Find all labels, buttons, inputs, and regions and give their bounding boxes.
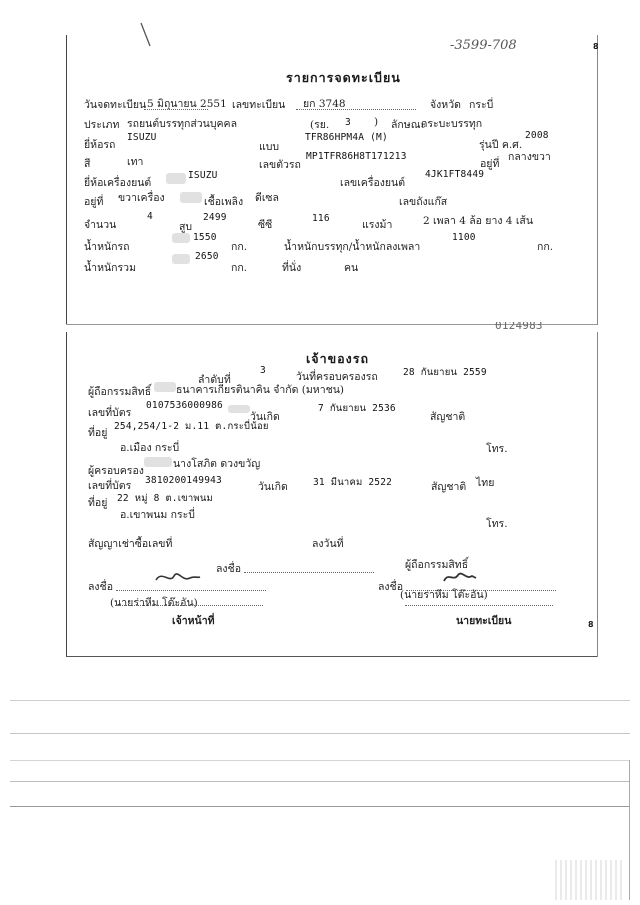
holder-tel-label: โทร.: [486, 443, 508, 455]
occupant-tel-label: โทร.: [486, 518, 508, 530]
year-label: รุ่นปี ค.ศ.: [479, 139, 523, 151]
feature: กระบะบรรทุก: [421, 118, 483, 130]
occupant-id-label: เลขที่บัตร: [88, 480, 132, 492]
load-weight: 1100: [452, 232, 476, 243]
province-label: จังหวัด: [430, 99, 461, 111]
fuel-label: เชื้อเพลิง: [204, 196, 244, 208]
cylinders: 4: [147, 211, 153, 222]
frame-right-lower: [597, 332, 598, 657]
load-unit: กก.: [537, 241, 554, 253]
cc-label: ซีซี: [258, 219, 273, 231]
occupant-id: 3810200149943: [145, 475, 222, 486]
reg-date: 5 มิถุนายน 2551: [147, 98, 227, 110]
page-number-bottom: 8: [588, 620, 594, 629]
scan-line: [10, 733, 630, 734]
vehicle-type: รถยนต์บรรทุกส่วนบุคคล: [127, 118, 237, 130]
pen-mark: [138, 20, 158, 50]
chassis-location-label: อยู่ที่: [480, 158, 500, 170]
sequence-label: ลำดับที่: [198, 374, 231, 386]
scan-line: [10, 760, 630, 761]
chassis-label: เลขตัวรถ: [259, 159, 301, 171]
contract-date-label: ลงวันที่: [312, 538, 344, 550]
weight: 1550: [193, 232, 217, 243]
brand: ISUZU: [127, 132, 157, 143]
scan-line: [10, 806, 630, 807]
holder-address-line2: อ.เมือง กระบี่: [120, 442, 180, 454]
holder-address-label: ที่อยู่: [88, 427, 108, 439]
occupant-address-label: ที่อยู่: [88, 497, 108, 509]
brand-label: ยี่ห้อรถ: [84, 139, 116, 151]
gas-tank-label: เลขถังแก๊ส: [399, 196, 448, 208]
seats-unit: คน: [344, 262, 359, 274]
contract-label: สัญญาเช่าซื้อเลขที่: [88, 538, 173, 550]
engine-number: 4JK1FT8449: [425, 169, 485, 180]
load-label: น้ำหนักบรรทุก/น้ำหนักลงเพลา: [284, 241, 421, 253]
frame-left-upper: [66, 35, 67, 325]
possession-date-label: วันที่ครอบครองรถ: [296, 371, 378, 383]
engine-brand: ISUZU: [188, 170, 218, 181]
class-value: 3: [345, 117, 351, 128]
sign-holder-label: ผู้ถือกรรมสิทธิ์: [405, 559, 469, 571]
sequence: 3: [260, 365, 266, 376]
occupant-nationality: ไทย: [476, 477, 495, 489]
engine-location: ขวาเครื่อง: [118, 192, 165, 204]
occupant-dob-label: วันเกิด: [258, 481, 288, 493]
sign-label-top: ลงชื่อ: [216, 563, 241, 575]
engine-number-label: เลขเครื่องยนต์: [340, 177, 406, 189]
color-label: สี: [84, 158, 91, 170]
officer-name: (นายร่าหีม โต๊ะอัน): [110, 597, 198, 609]
reg-date-label: วันจดทะเบียน: [84, 99, 147, 111]
weight-unit: กก.: [231, 241, 248, 253]
signature-left: [152, 566, 202, 588]
chassis-number: MP1TFR86H8T171213: [306, 151, 407, 162]
possession-date: 28 กันยายน 2559: [403, 367, 487, 378]
weight-label: น้ำหนักรถ: [84, 241, 130, 253]
holder-nationality-label: สัญชาติ: [430, 411, 466, 423]
total-weight-label: น้ำหนักรวม: [84, 262, 136, 274]
model-year: 2008: [525, 130, 549, 141]
sign-right-label: ลงชื่อ: [378, 581, 403, 593]
frame-bottom: [66, 656, 597, 657]
signature-right: [440, 566, 480, 588]
occupant-nationality-label: สัญชาติ: [431, 481, 467, 493]
displacement: 2499: [203, 212, 227, 223]
seats-label: ที่นั่ง: [282, 262, 302, 274]
count-label: จำนวน: [84, 219, 117, 231]
frame-right-upper: [597, 35, 598, 325]
holder-id: 0107536000986: [146, 400, 223, 411]
holder-label: ผู้ถือกรรมสิทธิ์: [88, 386, 152, 398]
plate-number: ยก 3748: [303, 98, 346, 110]
cylinders-label: สูบ: [179, 221, 193, 233]
officer-role: เจ้าหน้าที่: [172, 615, 215, 627]
holder-dob: 7 กันยายน 2536: [318, 403, 396, 414]
scan-edge: [629, 760, 630, 900]
type-label: ประเภท: [84, 119, 120, 131]
handwritten-number: -3599-708: [450, 38, 517, 53]
occupant-dob: 31 มีนาคม 2522: [313, 477, 393, 488]
chassis-location: กลางขวา: [508, 151, 551, 163]
page-number-top: 8: [593, 42, 599, 51]
registration-title: รายการจดทะเบียน: [286, 70, 401, 85]
fuel: ดีเซล: [255, 192, 279, 204]
model: TFR86HPM4A (M): [305, 132, 388, 143]
holder-name: ธนาคารเกียรตินาคิน จำกัด (มหาชน): [176, 384, 345, 396]
registrar-role: นายทะเบียน: [456, 615, 512, 627]
owner-title: เจ้าของรถ: [306, 351, 370, 366]
model-label: แบบ: [259, 141, 280, 153]
horsepower-label: แรงม้า: [362, 219, 393, 231]
registrar-name: (นายร่าหีม โต๊ะอัน): [400, 589, 488, 601]
color: เทา: [127, 156, 144, 168]
feature-label: ลักษณะ: [391, 119, 427, 131]
engine-location-label: อยู่ที่: [84, 196, 104, 208]
holder-address-line1: 254,254/1-2 ม.11 ต.กระบี่น้อย: [114, 421, 269, 432]
holder-dob-label: วันเกิด: [250, 411, 280, 423]
frame-left-lower: [66, 332, 67, 657]
occupant-address-line2: อ.เขาพนม กระบี่: [120, 509, 195, 521]
province: กระบี่: [469, 99, 494, 111]
stamp-number: 0124983: [495, 322, 543, 330]
engine-brand-label: ยี่ห้อเครื่องยนต์: [84, 177, 152, 189]
scan-line: [10, 700, 630, 701]
scan-noise: [555, 860, 625, 900]
total-weight: 2650: [195, 251, 219, 262]
sign-left-label: ลงชื่อ: [88, 581, 113, 593]
class-label: (รย.: [310, 119, 330, 131]
occupant-label: ผู้ครอบครอง: [88, 465, 144, 477]
horsepower: 116: [312, 213, 330, 224]
plate-label: เลขทะเบียน: [232, 99, 286, 111]
scan-line: [10, 781, 630, 782]
class-close: ): [374, 116, 379, 128]
total-weight-unit: กก.: [231, 262, 248, 274]
occupant-name: นางโสภิต ดวงขวัญ: [173, 458, 261, 470]
occupant-address-line1: 22 หมู่ 8 ต.เขาพนม: [117, 493, 214, 504]
holder-id-label: เลขที่บัตร: [88, 407, 132, 419]
axles-wheels: 2 เพลา 4 ล้อ ยาง 4 เส้น: [423, 215, 533, 227]
